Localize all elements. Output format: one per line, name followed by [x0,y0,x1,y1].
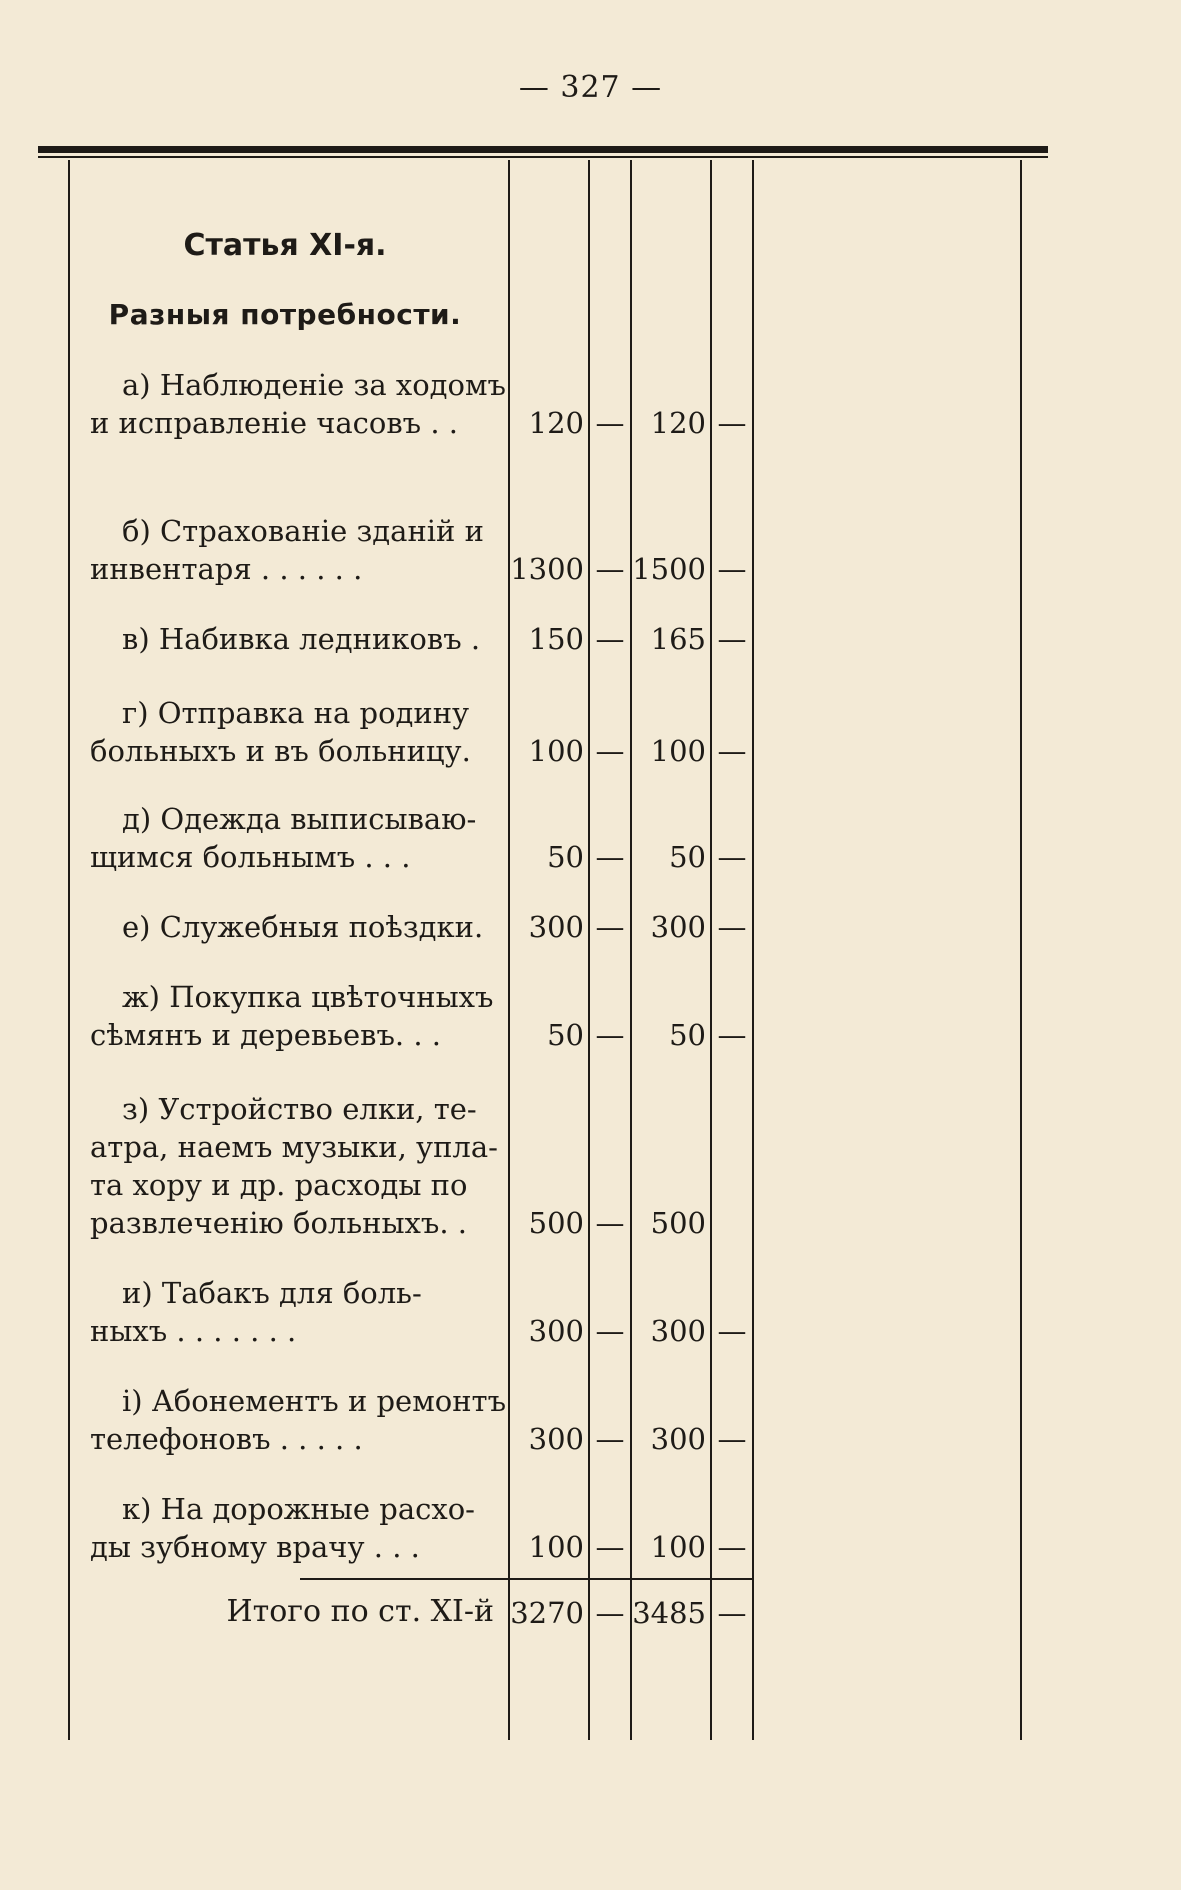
item-text-line: больныхъ и въ больницу. [90,734,471,768]
item-text-line: е) Служебныя поѣздки. [122,910,484,944]
total-amount-2: 3485 [632,1596,706,1630]
amount-2: 500 [650,1206,706,1240]
item-text-line: щимся больнымъ . . . [90,840,411,874]
dash-1: — [595,406,625,440]
amount-2: 100 [650,1530,706,1564]
item-text-line: сѣмянъ и деревьевъ. . . [90,1018,442,1052]
table-rule-left [68,160,70,1740]
amount-2: 50 [669,1018,706,1052]
amount-1: 500 [528,1206,584,1240]
item-text-line: а) Наблюденіе за ходомъ [122,368,506,402]
table-rule-col1 [508,160,510,1740]
item-text-line: та хору и др. расходы по [90,1168,468,1202]
list-item [90,1090,498,1242]
table-rule-col2 [588,160,590,1740]
table-rule-col3 [630,160,632,1740]
amount-1: 100 [528,1530,584,1564]
list-item [90,620,490,658]
dash-1: — [595,1422,625,1456]
table-rule-right [1020,160,1022,1740]
list-item [90,512,490,588]
item-text-line: и исправленіе часовъ . . [90,406,459,440]
amount-1: 100 [528,734,584,768]
amount-1: 300 [528,910,584,944]
dash-2: — [717,1314,747,1348]
dash-1: — [595,840,625,874]
item-text-line: з) Устройство елки, те- [122,1092,477,1126]
dash-1: — [595,1018,625,1052]
amount-1: 50 [547,1018,584,1052]
amount-2: 300 [650,1422,706,1456]
list-item [90,908,490,946]
table-rule-col4 [710,160,712,1740]
amount-1: 1300 [510,552,584,586]
amount-2: 50 [669,840,706,874]
item-text-line: ныхъ . . . . . . . [90,1314,297,1348]
list-item [90,366,506,442]
item-text-line: к) На дорожные расхо- [122,1492,475,1526]
dash-1: — [595,734,625,768]
total-label: Итого по ст. XI-й [226,1594,494,1629]
list-item [90,978,494,1054]
header-rule-thick [38,146,1048,153]
total-amount-1: 3270 [510,1596,584,1630]
amount-1: 300 [528,1422,584,1456]
dash-1: — [595,622,625,656]
amount-2: 100 [650,734,706,768]
dash-2: — [717,1018,747,1052]
amount-2: 300 [650,910,706,944]
item-text-line: б) Страхованіе зданій и [122,514,484,548]
item-text-line: атра, наемъ музыки, упла- [90,1130,498,1164]
dash-2: — [717,910,747,944]
dash-1: — [595,910,625,944]
total-rule [300,1578,752,1580]
item-text-line: і) Абонементъ и ремонтъ [122,1384,507,1418]
amount-1: 120 [528,406,584,440]
item-text-line: развлеченію больныхъ. . [90,1206,467,1240]
item-text-line: ды зубному врачу . . . [90,1530,420,1564]
dash-1: — [595,1314,625,1348]
dash-2: — [717,406,747,440]
section-title: Статья XI-я. [183,228,387,263]
dash-1: — [595,1206,625,1240]
dash-2: — [717,1530,747,1564]
dash-2: — [717,622,747,656]
dash-2: — [717,552,747,586]
table-rule-col5 [752,160,754,1740]
item-text-line: г) Отправка на родину [122,696,470,730]
section-subtitle: Разныя потребности. [108,298,462,331]
item-text-line: д) Одежда выписываю- [122,802,477,836]
item-text-line: телефоновъ . . . . . [90,1422,363,1456]
list-item [90,1382,507,1458]
item-text-line: и) Табакъ для боль- [122,1276,422,1310]
page-number: — 327 — [518,70,663,105]
amount-2: 165 [650,622,706,656]
amount-2: 300 [650,1314,706,1348]
amount-1: 150 [528,622,584,656]
dash-2: — [717,840,747,874]
total-dash-1: — [595,1596,625,1630]
item-text-line: ж) Покупка цвѣточныхъ [122,980,494,1014]
dash-1: — [595,552,625,586]
item-text-line: в) Набивка ледниковъ . [122,622,481,656]
header-rule-thin [38,156,1048,158]
dash-2: — [717,1422,747,1456]
dash-2: — [717,734,747,768]
list-item [90,800,490,876]
item-text-line: инвентаря . . . . . . [90,552,363,586]
amount-2: 1500 [632,552,706,586]
list-item [90,694,490,770]
amount-1: 50 [547,840,584,874]
total-dash-2: — [717,1596,747,1630]
amount-1: 300 [528,1314,584,1348]
list-item [90,1490,490,1566]
list-item [90,1274,490,1350]
amount-2: 120 [650,406,706,440]
dash-1: — [595,1530,625,1564]
